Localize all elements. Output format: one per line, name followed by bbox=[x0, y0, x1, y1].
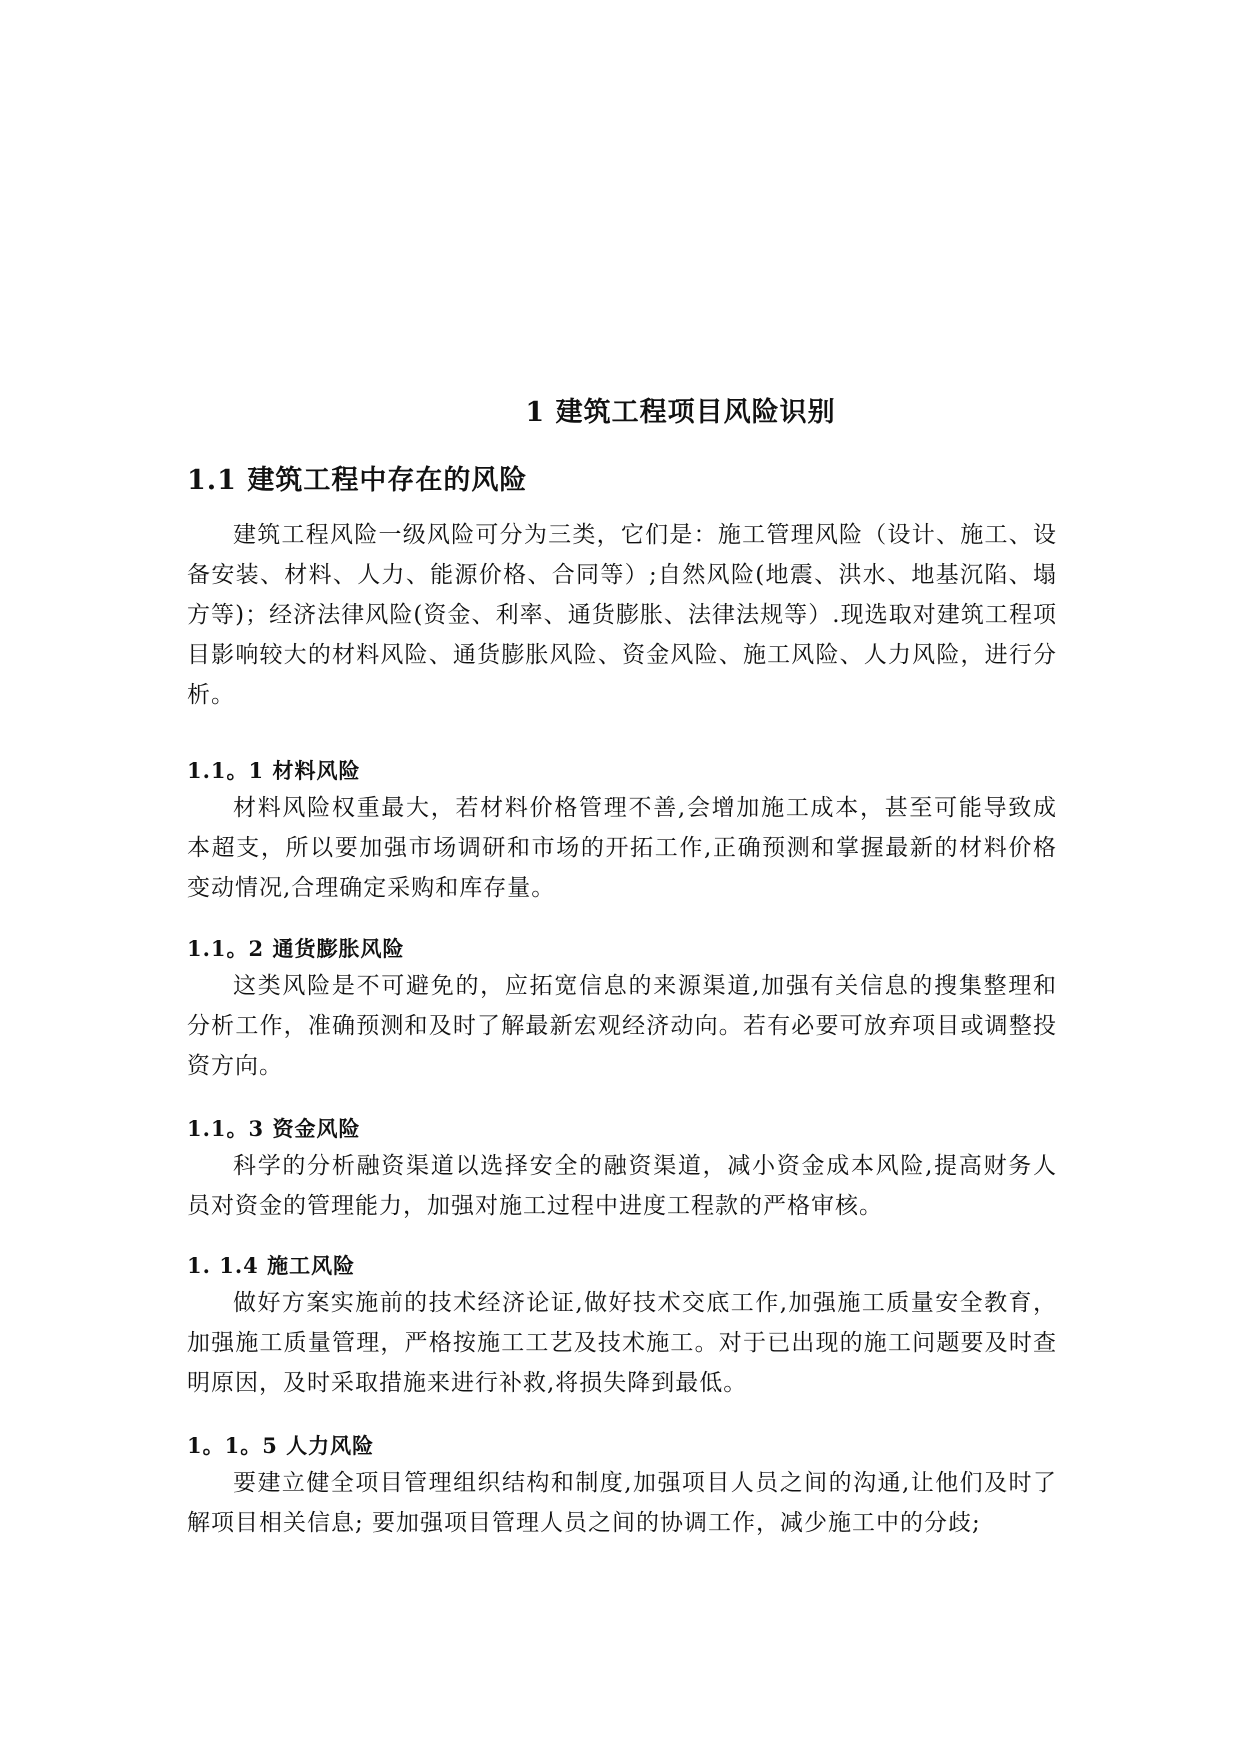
subsection-heading-material: 1.1。1 材料风险 bbox=[187, 758, 361, 783]
subsection-heading-construction: 1. 1.4 施工风险 bbox=[187, 1253, 356, 1278]
page-title: 1 建筑工程项目风险识别 bbox=[525, 397, 836, 428]
subsection-text-capital: 科学的分析融资渠道以选择安全的融资渠道，减小资金成本风险,提高财务人员对资金的管理能力，加强对施工过程中进度工程款的严格审核。 bbox=[187, 1153, 1057, 1219]
subsection-heading-labor: 1。1。5 人力风险 bbox=[187, 1433, 375, 1458]
section-intro: 建筑工程风险一级风险可分为三类，它们是：施工管理风险（设计、施工、设备安装、材料、人力、能源价格、合同等）;自然风险(地震、洪水、地基沉陷、塌方等)；经济法律风险(资金、利率、通货膨胀、法律法规等）.现选取对建筑工程项目影响较大的材料风险、通货膨胀风险、资金风险、施工风险、人力风险，进行分析。 bbox=[187, 522, 1057, 708]
subsection-text-labor: 要建立健全项目管理组织结构和制度,加强项目人员之间的沟通,让他们及时了解项目相关信息; 要加强项目管理人员之间的协调工作，减少施工中的分歧; bbox=[187, 1470, 1057, 1536]
subsection-heading-capital: 1.1。3 资金风险 bbox=[187, 1116, 361, 1141]
subsection-text-material: 材料风险权重最大，若材料价格管理不善,会增加施工成本，甚至可能导致成本超支，所以要加强市场调研和市场的开拓工作,正确预测和掌握最新的材料价格变动情况,合理确定采购和库存量。 bbox=[187, 795, 1057, 901]
subsection-text-construction: 做好方案实施前的技术经济论证,做好技术交底工作,加强施工质量安全教育，加强施工质量管理，严格按施工工艺及技术施工。对于已出现的施工问题要及时查明原因，及时采取措施来进行补救,将损失降到最低。 bbox=[187, 1290, 1057, 1396]
subsection-heading-inflation: 1.1。2 通货膨胀风险 bbox=[187, 936, 405, 961]
subsection-text-inflation: 这类风险是不可避免的，应拓宽信息的来源渠道,加强有关信息的搜集整理和分析工作，准确预测和及时了解最新宏观经济动向。若有必要可放弃项目或调整投资方向。 bbox=[187, 973, 1057, 1079]
section-heading: 1.1 建筑工程中存在的风险 bbox=[187, 465, 528, 496]
